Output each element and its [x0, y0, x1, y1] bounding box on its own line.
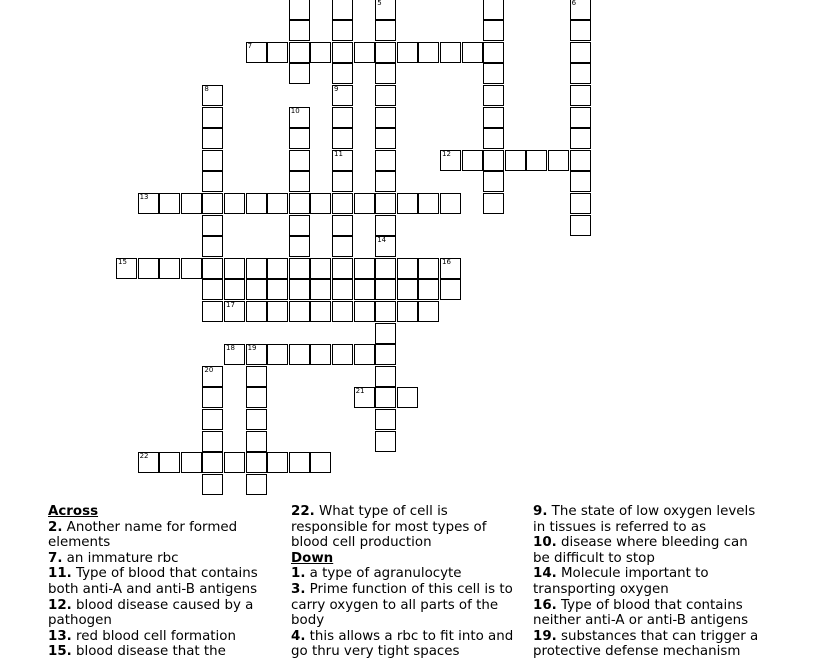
crossword-cell[interactable]: [310, 258, 331, 279]
crossword-cell[interactable]: [375, 258, 396, 279]
crossword-cell[interactable]: [375, 344, 396, 365]
crossword-cell[interactable]: [570, 193, 591, 214]
crossword-cell[interactable]: [570, 85, 591, 106]
clue-down-16: 16. Type of blood that contains neither anti-A or anti-B antigens: [533, 597, 749, 629]
down-heading: Down: [291, 550, 334, 566]
crossword-cell[interactable]: [397, 258, 418, 279]
crossword-cell[interactable]: [246, 301, 267, 322]
crossword-cell[interactable]: [332, 128, 353, 149]
crossword-cell[interactable]: [570, 128, 591, 149]
crossword-cell[interactable]: [267, 301, 288, 322]
crossword-cell[interactable]: [267, 193, 288, 214]
crossword-cell[interactable]: [375, 85, 396, 106]
crossword-cell[interactable]: [289, 128, 310, 149]
crossword-cell[interactable]: [267, 42, 288, 63]
crossword-cell[interactable]: [289, 171, 310, 192]
crossword-cell[interactable]: [246, 387, 267, 408]
clue-down-19: 19. substances that can trigger a protective defense mechanism: [533, 628, 759, 660]
crossword-cell[interactable]: [332, 42, 353, 63]
crossword-cell[interactable]: [375, 431, 396, 452]
crossword-cell[interactable]: [246, 344, 267, 365]
crossword-cell[interactable]: [483, 107, 504, 128]
clue-number: 17: [226, 301, 235, 309]
crossword-cell[interactable]: [202, 107, 223, 128]
crossword-cell[interactable]: [397, 42, 418, 63]
crossword-cell[interactable]: [310, 301, 331, 322]
crossword-cell[interactable]: [246, 474, 267, 495]
crossword-cell[interactable]: [440, 193, 461, 214]
crossword-cell[interactable]: [375, 63, 396, 84]
crossword-cell[interactable]: [332, 0, 353, 20]
clue-across-15: 15. blood disease that the: [48, 644, 226, 660]
crossword-cell[interactable]: [202, 279, 223, 300]
crossword-cell[interactable]: [375, 236, 396, 257]
clue-across-13: 13. red blood cell formation: [48, 628, 236, 644]
crossword-cell[interactable]: [310, 279, 331, 300]
crossword-cell[interactable]: [570, 20, 591, 41]
crossword-cell[interactable]: [289, 452, 310, 473]
crossword-cell[interactable]: [159, 452, 180, 473]
clue-number: 6: [571, 0, 577, 7]
crossword-cell[interactable]: [332, 344, 353, 365]
crossword-cell[interactable]: [267, 452, 288, 473]
crossword-cell[interactable]: [289, 150, 310, 171]
crossword-cell[interactable]: [202, 85, 223, 106]
clue-column-3: [533, 504, 763, 660]
clue-down-10: 10. disease where bleeding can be difficult to stop: [533, 535, 748, 566]
crossword-cell[interactable]: [202, 452, 223, 473]
crossword-cell[interactable]: [418, 258, 439, 279]
crossword-cell[interactable]: [267, 279, 288, 300]
crossword-cell[interactable]: [375, 171, 396, 192]
crossword-cell[interactable]: [181, 452, 202, 473]
crossword-cell[interactable]: [505, 150, 526, 171]
crossword-cell[interactable]: [224, 344, 245, 365]
clue-across-12: 12. blood disease caused by a pathogen: [48, 597, 254, 629]
crossword-cell[interactable]: [246, 193, 267, 214]
crossword-cell[interactable]: [483, 42, 504, 63]
clue-down-1: 1. a type of agranulocyte: [291, 566, 462, 582]
crossword-cell[interactable]: [202, 236, 223, 257]
crossword-cell[interactable]: [202, 258, 223, 279]
crossword-cell[interactable]: [159, 193, 180, 214]
crossword-cell[interactable]: [159, 258, 180, 279]
crossword-cell[interactable]: [202, 366, 223, 387]
crossword-cell[interactable]: [202, 301, 223, 322]
clue-column-1: [48, 504, 278, 660]
crossword-cell[interactable]: [375, 107, 396, 128]
crossword-cell[interactable]: [418, 193, 439, 214]
crossword-cell[interactable]: [332, 279, 353, 300]
crossword-cell[interactable]: [418, 301, 439, 322]
crossword-cell[interactable]: [375, 387, 396, 408]
crossword-cell[interactable]: [289, 63, 310, 84]
crossword-cell[interactable]: [440, 150, 461, 171]
crossword-cell[interactable]: [354, 279, 375, 300]
crossword-cell[interactable]: [570, 42, 591, 63]
crossword-cell[interactable]: [332, 85, 353, 106]
crossword-cell[interactable]: [267, 258, 288, 279]
crossword-cell[interactable]: [397, 193, 418, 214]
crossword-cell[interactable]: [202, 474, 223, 495]
clue-across-7: 7. an immature rbc: [48, 550, 179, 566]
crossword-cell[interactable]: [289, 107, 310, 128]
crossword-cell[interactable]: [289, 279, 310, 300]
crossword-cell[interactable]: [181, 258, 202, 279]
crossword-cell[interactable]: [332, 301, 353, 322]
clue-number: 8: [204, 85, 209, 93]
crossword-cell[interactable]: [570, 63, 591, 84]
crossword-cell[interactable]: [138, 452, 159, 473]
crossword-cell[interactable]: [202, 215, 223, 236]
crossword-cell[interactable]: [332, 258, 353, 279]
clue-number: 12: [442, 149, 451, 158]
clue-down-4: 4. this allows a rbc to fit into and go thru very tight spaces: [291, 628, 514, 660]
crossword-cell[interactable]: [181, 193, 202, 214]
crossword-cell[interactable]: [483, 63, 504, 84]
crossword-cell[interactable]: [526, 150, 547, 171]
crossword-cell[interactable]: [397, 387, 418, 408]
clue-number: 16: [442, 257, 451, 266]
crossword-cell[interactable]: [354, 42, 375, 63]
crossword-cell[interactable]: [246, 42, 267, 63]
crossword-cell[interactable]: [354, 193, 375, 214]
crossword-cell[interactable]: [375, 215, 396, 236]
crossword-cell[interactable]: [570, 150, 591, 171]
clue-across-22: 22. What type of cell is responsible for most types of blood cell production: [291, 504, 487, 551]
across-heading: Across: [48, 504, 99, 519]
clue-number: 22: [139, 452, 149, 461]
crossword-cell[interactable]: [375, 42, 396, 63]
crossword-cell[interactable]: [289, 42, 310, 63]
crossword-cell[interactable]: [548, 150, 569, 171]
crossword-cell[interactable]: [332, 171, 353, 192]
crossword-cell[interactable]: [418, 42, 439, 63]
crossword-cell[interactable]: [267, 344, 288, 365]
crossword-cell[interactable]: [289, 344, 310, 365]
crossword-cell[interactable]: [375, 0, 396, 20]
crossword-cell[interactable]: [354, 258, 375, 279]
crossword-cell[interactable]: [332, 20, 353, 41]
crossword-cell[interactable]: [332, 63, 353, 84]
crossword-cell[interactable]: [570, 171, 591, 192]
clue-number: 20: [204, 365, 214, 374]
crossword-cell[interactable]: [483, 128, 504, 149]
crossword-cell[interactable]: [483, 85, 504, 106]
crossword-cell[interactable]: [397, 301, 418, 322]
crossword-cell[interactable]: [483, 171, 504, 192]
crossword-cell[interactable]: [570, 0, 591, 20]
crossword-cell[interactable]: [440, 279, 461, 300]
crossword-cell[interactable]: [246, 258, 267, 279]
crossword-cell[interactable]: [289, 20, 310, 41]
crossword-cell[interactable]: [375, 128, 396, 149]
crossword-cell[interactable]: [202, 431, 223, 452]
crossword-cell[interactable]: [224, 193, 245, 214]
crossword-cell[interactable]: [202, 128, 223, 149]
crossword-cell[interactable]: [332, 107, 353, 128]
crossword-cell[interactable]: [310, 193, 331, 214]
crossword-cell[interactable]: [483, 193, 504, 214]
crossword-cell[interactable]: [224, 301, 245, 322]
crossword-cell[interactable]: [202, 387, 223, 408]
clue-number: 5: [377, 0, 382, 7]
crossword-cell[interactable]: [246, 431, 267, 452]
clue-number: 13: [139, 193, 149, 201]
crossword-cell[interactable]: [375, 301, 396, 322]
crossword-cell[interactable]: [289, 0, 310, 20]
crossword-cell[interactable]: [202, 171, 223, 192]
crossword-cell[interactable]: [246, 409, 267, 430]
clue-number: 15: [118, 257, 127, 266]
clue-down-9: 9. The state of low oxygen levels in tissues is referred to as: [533, 504, 756, 535]
crossword-cell[interactable]: [332, 215, 353, 236]
clue-number: 19: [247, 344, 257, 353]
crossword-cell[interactable]: [570, 215, 591, 236]
crossword-cell[interactable]: [224, 258, 245, 279]
clue-column-2: [291, 504, 523, 660]
clue-number: 10: [290, 106, 300, 115]
crossword-cell[interactable]: [289, 215, 310, 236]
clue-down-3: 3. Prime function of this cell is to carry oxygen to all parts of the body: [291, 581, 513, 629]
crossword-cell[interactable]: [570, 107, 591, 128]
crossword-cell[interactable]: [375, 20, 396, 41]
clue-number: 14: [377, 236, 387, 245]
crossword-cell[interactable]: [375, 366, 396, 387]
crossword-cell[interactable]: [310, 344, 331, 365]
crossword-cell[interactable]: [246, 279, 267, 300]
clue-across-2: 2. Another name for formed elements: [48, 519, 238, 551]
crossword-cell[interactable]: [483, 150, 504, 171]
crossword-cell[interactable]: [332, 150, 353, 171]
crossword-cell[interactable]: [138, 193, 159, 214]
crossword-cell[interactable]: [354, 301, 375, 322]
crossword-cell[interactable]: [375, 279, 396, 300]
crossword-cell[interactable]: [310, 452, 331, 473]
clue-down-14: 14. Molecule important to transporting oxygen: [533, 566, 709, 597]
crossword-cell[interactable]: [440, 258, 461, 279]
crossword-cell[interactable]: [375, 193, 396, 214]
clue-number: 21: [355, 387, 365, 396]
clue-number: 7: [247, 41, 253, 50]
crossword-cell[interactable]: [289, 236, 310, 257]
crossword-cell[interactable]: [116, 258, 137, 279]
crossword-cell[interactable]: [202, 409, 223, 430]
clue-across-11: 11. Type of blood that contains both anti-A and anti-B antigens: [48, 566, 258, 597]
crossword-cell[interactable]: [202, 150, 223, 171]
crossword-cell[interactable]: [332, 236, 353, 257]
crossword-cell[interactable]: [354, 387, 375, 408]
crossword-cell[interactable]: [354, 344, 375, 365]
crossword-cell[interactable]: [246, 366, 267, 387]
crossword-cell[interactable]: [289, 258, 310, 279]
clue-number: 9: [334, 85, 339, 93]
crossword-cell[interactable]: [289, 193, 310, 214]
clue-number: 18: [226, 344, 235, 353]
crossword-cell[interactable]: [332, 193, 353, 214]
clue-number: 11: [334, 149, 343, 158]
crossword-cell[interactable]: [224, 279, 245, 300]
crossword-cell[interactable]: [462, 150, 483, 171]
crossword-cell[interactable]: [310, 42, 331, 63]
crossword-cell[interactable]: [397, 279, 418, 300]
crossword-cell[interactable]: [418, 279, 439, 300]
crossword-cell[interactable]: [483, 20, 504, 41]
crossword-cell[interactable]: [224, 452, 245, 473]
crossword-cell[interactable]: [440, 42, 461, 63]
crossword-cell[interactable]: [483, 0, 504, 20]
crossword-cell[interactable]: [289, 301, 310, 322]
crossword-cell[interactable]: [375, 409, 396, 430]
crossword-cell[interactable]: [375, 323, 396, 344]
crossword-cell[interactable]: [202, 193, 223, 214]
crossword-cell[interactable]: [246, 452, 267, 473]
crossword-cell[interactable]: [138, 258, 159, 279]
crossword-cell[interactable]: [462, 42, 483, 63]
crossword-cell[interactable]: [375, 150, 396, 171]
